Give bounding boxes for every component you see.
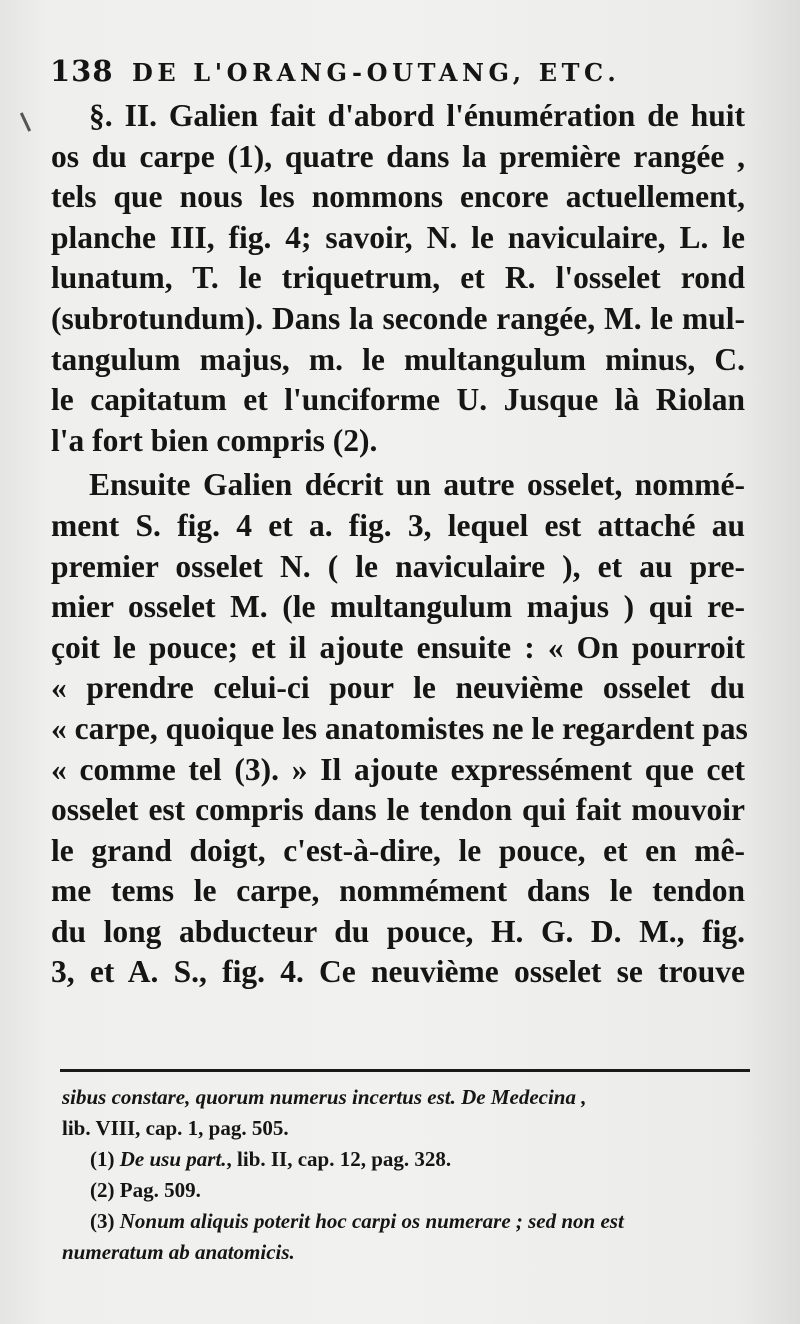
footnote-1-mark: (1) [90, 1147, 115, 1171]
text-line: « comme tel (3). » Il ajoute expressément que cet [51, 751, 745, 787]
footnote-3-continuation [62, 1237, 752, 1268]
footnote-2 [62, 1175, 752, 1206]
text-line: me tems le carpe, nommément dans le tendon [51, 873, 745, 909]
text-line: tels que nous les nommons encore actuellement, [51, 179, 745, 215]
text-line: os du carpe (1), quatre dans la première rangée , [51, 138, 745, 174]
footnote-3-quote: Nonum aliquis poterit hoc carpi os numerare ; sed non est [119, 1209, 624, 1233]
text-line: tangulum majus, m. le multangulum minus, C. [51, 341, 745, 377]
text-line: premier osselet N. ( le naviculaire ), et au pre- [51, 548, 745, 584]
footnotes [62, 1082, 752, 1268]
text-line: 3, et A. S., fig. 4. Ce neuvième osselet se trouve [51, 954, 745, 990]
page-header [50, 50, 750, 96]
text-line: lunatum, T. le triquetrum, et R. l'osselet rond [51, 260, 745, 296]
text-line: Ensuite Galien décrit un autre osselet, nommé- [89, 467, 745, 503]
footnote-1 [62, 1144, 752, 1175]
footnote-rule [60, 1069, 750, 1072]
text-line: le grand doigt, c'est-à-dire, le pouce, et en mê- [51, 832, 745, 868]
footnote-continuation-line [62, 1082, 752, 1113]
footnote-continuation-line [62, 1113, 752, 1144]
footnote-3 [62, 1206, 752, 1237]
footnote-3-quote-end: numeratum ab anatomicis. [62, 1240, 295, 1264]
footnote-continuation-rest: lib. VIII, cap. 1, pag. 505. [62, 1116, 289, 1140]
text-line: osselet est compris dans le tendon qui fait mouvoir [51, 792, 745, 828]
text-line: mier osselet M. (le multangulum majus ) qui re- [51, 589, 745, 625]
footnote-2-text: (2) Pag. 509. [90, 1178, 201, 1202]
margin-mark [20, 112, 31, 131]
text-line: ment S. fig. 4 et a. fig. 3, lequel est attaché au [51, 507, 745, 543]
text-line: « carpe, quoique les anatomistes ne le regardent pas [51, 710, 748, 746]
running-title: DE L'ORANG-OUTANG, ETC. [132, 58, 621, 87]
text-line: çoit le pouce; et il ajoute ensuite : « On pourroit [51, 629, 745, 665]
page-number: 138 [50, 54, 114, 88]
text-line: le capitatum et l'unciforme U. Jusque là Riolan [51, 382, 745, 418]
text-line: du long abducteur du pouce, H. G. D. M., fig. [51, 913, 745, 949]
text-line: l'a fort bien compris (2). [51, 422, 378, 458]
body-text [51, 96, 748, 993]
text-line: planche III, fig. 4; savoir, N. le naviculaire, L. le [51, 219, 745, 255]
text-line: §. II. Galien fait d'abord l'énumération de huit [89, 98, 745, 133]
footnote-continuation-italic: sibus constare, quorum numerus incertus est. De Medecina , [62, 1085, 587, 1109]
text-line: « prendre celui-ci pour le neuvième osselet du [51, 670, 745, 706]
footnote-1-reference: , lib. II, cap. 12, pag. 328. [226, 1147, 452, 1171]
footnote-1-title: De usu part. [119, 1147, 227, 1171]
footnote-3-mark: (3) [90, 1209, 115, 1233]
text-line: (subrotundum). Dans la seconde rangée, M. le mul- [51, 300, 745, 336]
